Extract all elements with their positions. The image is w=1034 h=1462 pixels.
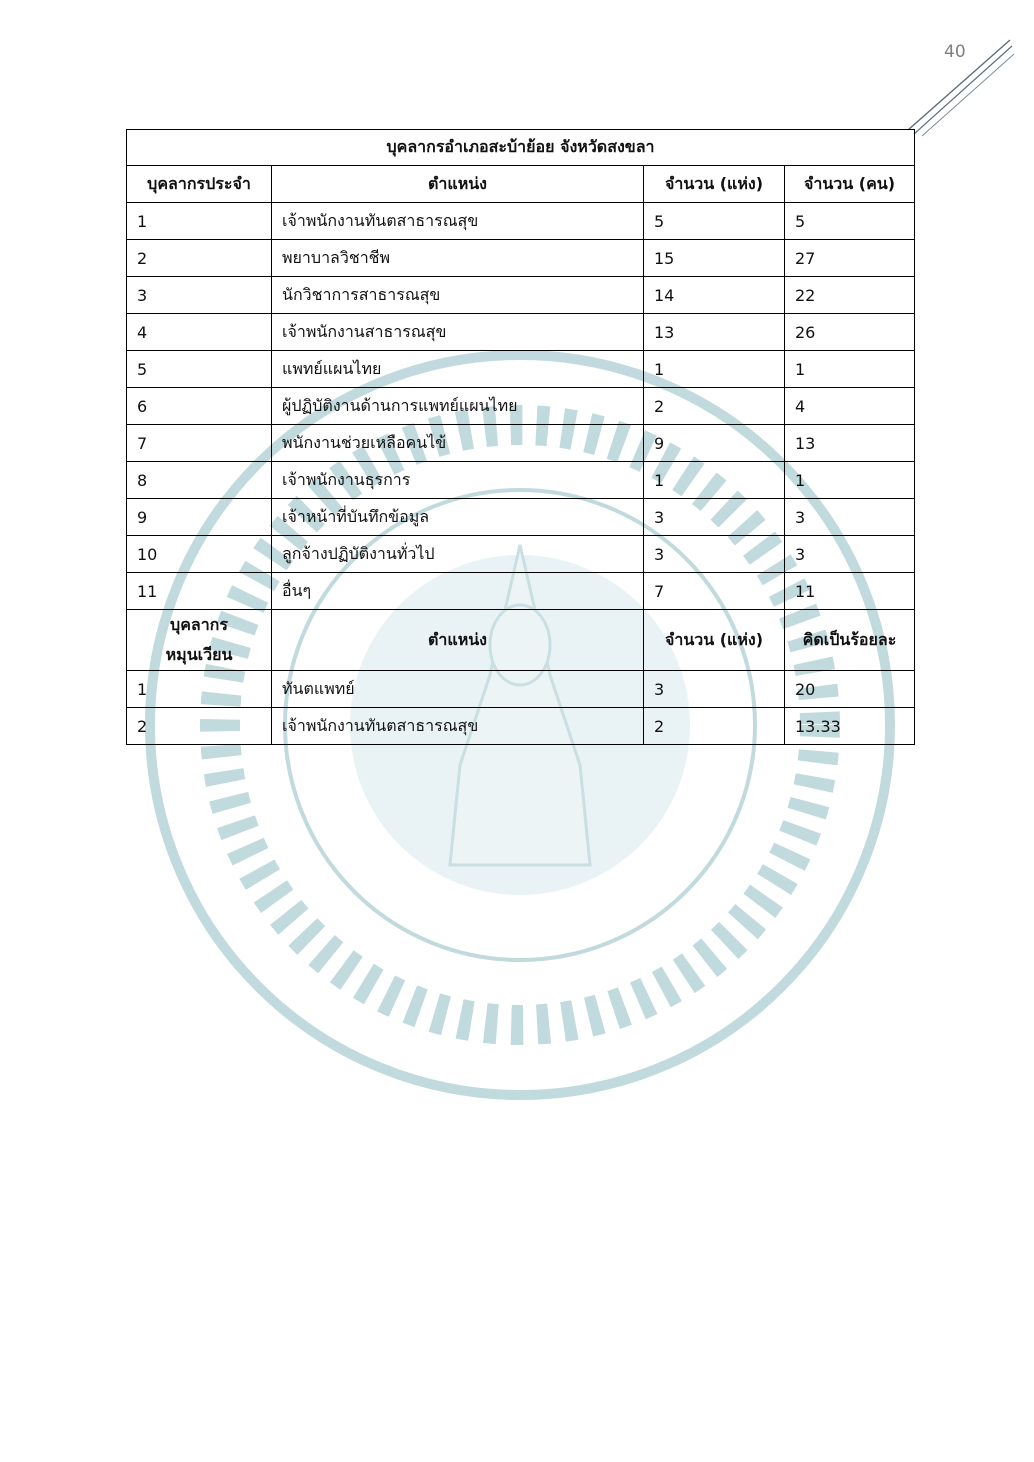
- row-number: 7: [127, 425, 272, 462]
- count-value: 1: [785, 462, 915, 499]
- position-name: พนักงานช่วยเหลือคนไข้: [272, 425, 644, 462]
- row-number: 3: [127, 277, 272, 314]
- count-value: 5: [785, 203, 915, 240]
- rotating-staff-rows: [127, 671, 915, 745]
- header-percentage: คิดเป็นร้อยละ: [785, 610, 915, 671]
- row-number: 4: [127, 314, 272, 351]
- row-number: 5: [127, 351, 272, 388]
- count-value: 1: [785, 351, 915, 388]
- table-row: [127, 314, 915, 351]
- table-row: [127, 388, 915, 425]
- row-number: 1: [127, 203, 272, 240]
- page-number: 40: [944, 42, 966, 62]
- position-name: เจ้าพนักงานทันตสาธารณสุข: [272, 203, 644, 240]
- position-name: เจ้าพนักงานทันตสาธารณสุข: [272, 708, 644, 745]
- table-row: [127, 203, 915, 240]
- count-places: 1: [644, 462, 785, 499]
- table-row: [127, 573, 915, 610]
- table-title: บุคลากรอำเภอสะบ้าย้อย จังหวัดสงขลา: [127, 130, 915, 166]
- count-value: 20: [785, 671, 915, 708]
- row-number: 2: [127, 708, 272, 745]
- position-name: เจ้าหน้าที่บันทึกข้อมูล: [272, 499, 644, 536]
- count-value: 13.33: [785, 708, 915, 745]
- row-number: 10: [127, 536, 272, 573]
- count-places: 3: [644, 671, 785, 708]
- table-row: [127, 671, 915, 708]
- header-count-places: จำนวน (แห่ง): [644, 166, 785, 203]
- count-places: 7: [644, 573, 785, 610]
- permanent-staff-rows: [127, 203, 915, 610]
- count-value: 11: [785, 573, 915, 610]
- header-count-places: จำนวน (แห่ง): [644, 610, 785, 671]
- position-name: เจ้าพนักงานสาธารณสุข: [272, 314, 644, 351]
- count-value: 13: [785, 425, 915, 462]
- count-places: 3: [644, 536, 785, 573]
- row-number: 8: [127, 462, 272, 499]
- table-row: [127, 536, 915, 573]
- position-name: ลูกจ้างปฏิบัติงานทั่วไป: [272, 536, 644, 573]
- position-name: เจ้าพนักงานธุรการ: [272, 462, 644, 499]
- header-position: ตำแหน่ง: [272, 610, 644, 671]
- table-row: [127, 499, 915, 536]
- table-row: [127, 277, 915, 314]
- count-places: 9: [644, 425, 785, 462]
- table-row: [127, 240, 915, 277]
- row-number: 6: [127, 388, 272, 425]
- row-number: 11: [127, 573, 272, 610]
- staff-table: [126, 129, 915, 745]
- table-row: [127, 462, 915, 499]
- row-number: 1: [127, 671, 272, 708]
- table-title-row: [127, 130, 915, 166]
- count-places: 14: [644, 277, 785, 314]
- position-name: พยาบาลวิชาชีพ: [272, 240, 644, 277]
- count-places: 2: [644, 708, 785, 745]
- count-value: 3: [785, 499, 915, 536]
- row-number: 2: [127, 240, 272, 277]
- table-row: [127, 708, 915, 745]
- position-name: นักวิชาการสาธารณสุข: [272, 277, 644, 314]
- position-name: ผู้ปฏิบัติงานด้านการแพทย์แผนไทย: [272, 388, 644, 425]
- table-row: [127, 425, 915, 462]
- count-value: 22: [785, 277, 915, 314]
- count-places: 15: [644, 240, 785, 277]
- count-value: 26: [785, 314, 915, 351]
- header-count-people: จำนวน (คน): [785, 166, 915, 203]
- count-value: 3: [785, 536, 915, 573]
- count-places: 5: [644, 203, 785, 240]
- count-places: 1: [644, 351, 785, 388]
- table-row: [127, 351, 915, 388]
- header-rotating-staff: บุคลากร หมุนเวียน: [127, 610, 272, 671]
- position-name: แพทย์แผนไทย: [272, 351, 644, 388]
- header-position: ตำแหน่ง: [272, 166, 644, 203]
- count-value: 27: [785, 240, 915, 277]
- row-number: 9: [127, 499, 272, 536]
- header-permanent-staff: บุคลากรประจำ: [127, 166, 272, 203]
- count-value: 4: [785, 388, 915, 425]
- position-name: อื่นๆ: [272, 573, 644, 610]
- count-places: 2: [644, 388, 785, 425]
- position-name: ทันตแพทย์: [272, 671, 644, 708]
- corner-decoration: [900, 30, 1020, 150]
- count-places: 3: [644, 499, 785, 536]
- rotating-header-row: [127, 610, 915, 671]
- count-places: 13: [644, 314, 785, 351]
- permanent-header-row: [127, 166, 915, 203]
